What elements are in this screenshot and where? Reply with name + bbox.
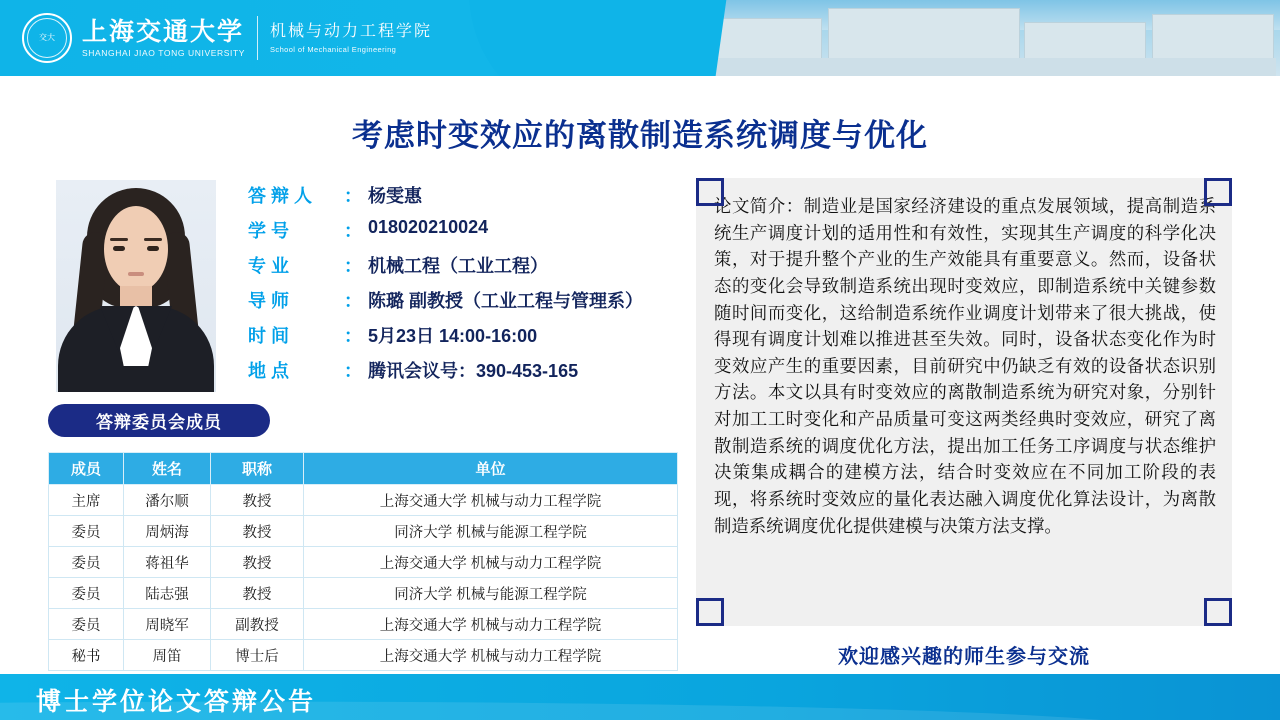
table-header-row — [49, 453, 678, 485]
cell-affiliation: 上海交通大学 机械与动力工程学院 — [304, 485, 678, 516]
table-row — [49, 640, 678, 671]
table-row — [49, 516, 678, 547]
defense-info-list — [248, 182, 678, 392]
abstract-text: 论文简介：制造业是国家经济建设的重点发展领域，提高制造系统生产调度计划的适用性和有效性，实现其生产调度的科学化决策，对于提升整个产业的生产效能具有重要意义。然而，设备状态的变化会导致制造系统出现时变效应，即制造系统中关键参数随时间而变化，这给制造系统作业调度计划带来了很大挑战，使得现有调度计划难以推进甚至失效。同时，设备状态变化作为时变效应产生的重要因素，目前研究中仍缺乏有效的设备状态识别方法。本文以具有时变效应的离散制造系统为研究对象，分别针对加工工时变化和产品质量可变这两类经典时变效应，研究了离散制造系统的调度优化方法，提出加工任务工序调度与状态维护决策集成耦合的建模方法，结合时变效应在不同加工阶段的表现，将系统时变效应的量化表达融入调度优化算法设计，为离散制造系统调度优化提供建模与决策方法支撑。 — [714, 197, 1216, 537]
photo-brow-right — [144, 238, 162, 241]
page-title: 考虑时变效应的离散制造系统调度与优化 — [352, 118, 928, 154]
info-value-major: 机械工程（工业工程） — [368, 256, 548, 276]
column-header-name: 姓名 — [124, 453, 211, 485]
cell-title: 教授 — [211, 578, 304, 609]
cell-title: 教授 — [211, 516, 304, 547]
cell-role: 主席 — [49, 485, 124, 516]
cell-affiliation: 上海交通大学 机械与动力工程学院 — [304, 547, 678, 578]
cell-affiliation: 上海交通大学 机械与动力工程学院 — [304, 640, 678, 671]
cell-role: 委员 — [49, 578, 124, 609]
university-logo — [22, 10, 432, 66]
column-header-affiliation: 单位 — [304, 453, 678, 485]
cell-name: 蒋祖华 — [124, 547, 211, 578]
corner-bracket-top-right — [1204, 178, 1232, 206]
photo-mouth — [128, 272, 144, 276]
info-row — [248, 322, 678, 348]
corner-bracket-bottom-right — [1204, 598, 1232, 626]
table-row — [49, 609, 678, 640]
info-row — [248, 217, 678, 243]
footer-title: 博士学位论文答辩公告 — [36, 687, 317, 716]
abstract-panel — [696, 178, 1232, 626]
corner-bracket-bottom-left — [696, 598, 724, 626]
cell-role: 委员 — [49, 547, 124, 578]
info-colon: ： — [344, 326, 362, 346]
info-row — [248, 357, 678, 383]
cell-name: 周晓军 — [124, 609, 211, 640]
info-value-presenter: 杨雯惠 — [368, 186, 422, 206]
cell-affiliation: 同济大学 机械与能源工程学院 — [304, 516, 678, 547]
school-name-cn: 机械与动力工程学院 — [270, 23, 433, 41]
page-footer — [0, 674, 1280, 720]
photo-eye-right — [147, 246, 159, 251]
info-label: 学 号 — [248, 221, 290, 241]
info-row — [248, 287, 678, 313]
table-row — [49, 485, 678, 516]
info-colon: ： — [344, 186, 362, 206]
info-colon: ： — [344, 361, 362, 381]
cell-role: 委员 — [49, 516, 124, 547]
info-colon: ： — [344, 291, 362, 311]
seal-inner-text: 交大 — [27, 18, 67, 58]
info-label: 导 师 — [248, 291, 290, 311]
info-value-location: 腾讯会议号：390-453-165 — [368, 361, 579, 381]
cell-name: 陆志强 — [124, 578, 211, 609]
cell-role: 秘书 — [49, 640, 124, 671]
cell-role: 委员 — [49, 609, 124, 640]
info-label: 专 业 — [248, 256, 290, 276]
info-value-time: 5月23日 14:00-16:00 — [368, 326, 538, 346]
university-name-cn: 上海交通大学 — [82, 17, 245, 47]
page-header — [0, 0, 1280, 76]
cell-affiliation: 上海交通大学 机械与动力工程学院 — [304, 609, 678, 640]
info-row — [248, 182, 678, 208]
column-header-role: 成员 — [49, 453, 124, 485]
cell-title: 副教授 — [211, 609, 304, 640]
header-curve — [449, 0, 730, 76]
cell-name: 潘尔顺 — [124, 485, 211, 516]
university-names — [82, 18, 245, 58]
logo-divider — [257, 16, 258, 60]
info-label: 地 点 — [248, 361, 290, 381]
cell-title: 博士后 — [211, 640, 304, 671]
info-colon: ： — [344, 256, 362, 276]
photo-brow-left — [110, 238, 128, 241]
column-header-title: 职称 — [211, 453, 304, 485]
info-colon: ： — [344, 221, 362, 241]
committee-badge: 答辩委员会成员 — [48, 404, 270, 437]
info-value-advisor: 陈璐 副教授（工业工程与管理系） — [368, 291, 643, 311]
campus-photo — [660, 0, 1280, 76]
university-seal-icon — [22, 13, 72, 63]
photo-eye-left — [113, 246, 125, 251]
candidate-photo — [56, 180, 216, 392]
corner-bracket-top-left — [696, 178, 724, 206]
info-label: 答 辩 人 — [248, 186, 313, 206]
info-value-student-id: 018020210024 — [368, 217, 489, 237]
cell-affiliation: 同济大学 机械与能源工程学院 — [304, 578, 678, 609]
table-row — [49, 578, 678, 609]
welcome-note: 欢迎感兴趣的师生参与交流 — [838, 646, 1090, 668]
committee-table — [48, 452, 678, 671]
table-row — [49, 547, 678, 578]
cell-title: 教授 — [211, 547, 304, 578]
cell-name: 周炳海 — [124, 516, 211, 547]
tree-line — [676, 58, 1276, 76]
university-name-en: SHANGHAI JIAO TONG UNIVERSITY — [82, 47, 246, 58]
cell-name: 周笛 — [124, 640, 211, 671]
info-label: 时 间 — [248, 326, 290, 346]
cell-title: 教授 — [211, 485, 304, 516]
school-names — [270, 22, 432, 53]
school-name-en: School of Mechanical Engineering — [270, 44, 397, 54]
info-row — [248, 252, 678, 278]
